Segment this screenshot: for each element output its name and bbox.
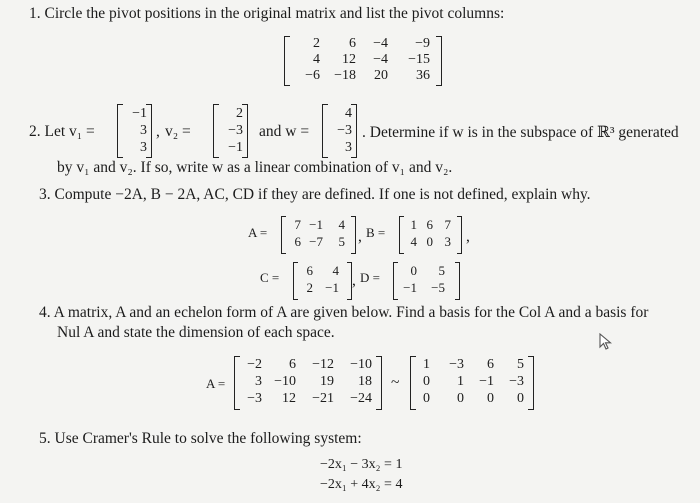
matrix-entry: −24 <box>350 391 372 406</box>
vector-entry: −1 <box>132 106 147 121</box>
v1-label: v₁ = <box>69 123 95 140</box>
question-2-start: 2. Let <box>29 123 66 140</box>
matrix-entry: 2 <box>306 280 313 295</box>
vector-entry: 3 <box>345 140 352 155</box>
matrix-entry: 6 <box>426 217 433 232</box>
matrix-entry: 4 <box>313 52 320 67</box>
question-2-line-2: by v₁ and v₂. If so, write w as a linear combination of v₁ and v₂. <box>57 159 453 176</box>
right-bracket <box>457 216 462 254</box>
matrix-entry: −12 <box>312 357 334 372</box>
matrix-entry: 7 <box>444 217 451 232</box>
vector-entry: −3 <box>337 123 352 138</box>
matrix-entry: 4 <box>410 234 417 249</box>
question-1-text: 1. Circle the pivot positions in the original matrix and list the pivot columns: <box>29 5 505 22</box>
equation-1: −2x₁ − 3x₂ = 1 <box>320 457 403 472</box>
matrix-entry: −10 <box>350 357 372 372</box>
question-4-line-2: Nul A and state the dimension of each space. <box>57 324 335 341</box>
matrix-entry: 4 <box>332 263 339 278</box>
matrix-entry: 0 <box>410 263 417 278</box>
matrix-entry: 12 <box>282 391 296 406</box>
matrix-entry: 0 <box>423 374 430 389</box>
vector-entry: −3 <box>228 123 243 138</box>
matrix-entry: 5 <box>438 263 445 278</box>
matrix-entry: 7 <box>294 217 301 232</box>
question-3-text: 3. Compute −2A, B − 2A, AC, CD if they are defined. If one is not defined, explain why. <box>39 186 591 203</box>
left-bracket <box>284 36 290 86</box>
matrix-entry: 0 <box>517 391 524 406</box>
matrix-entry: 1 <box>457 374 464 389</box>
matrix-entry: −15 <box>408 52 430 67</box>
right-bracket <box>376 356 382 410</box>
vector-entry: 3 <box>140 140 147 155</box>
matrix-entry: −9 <box>415 36 430 51</box>
matrix-entry: −1 <box>309 217 323 232</box>
matrix-entry: 2 <box>313 36 320 51</box>
matrix-entry: −4 <box>373 52 388 67</box>
right-bracket <box>436 36 442 86</box>
question-2-continuation: . Determine if w is in the subspace of ℝ³ generated <box>362 124 679 141</box>
right-bracket <box>351 216 356 254</box>
matrix-entry: 6 <box>349 36 356 51</box>
matrix-entry: 0 <box>457 391 464 406</box>
matrix-entry: −1 <box>479 374 494 389</box>
matrix-entry: 3 <box>444 234 451 249</box>
matrix-entry: −3 <box>449 357 464 372</box>
matrix-b <box>399 216 469 254</box>
matrix-entry: 36 <box>416 68 430 83</box>
comma: , <box>358 228 362 245</box>
matrix-entry: −4 <box>373 36 388 51</box>
matrix-entry: 19 <box>320 374 334 389</box>
matrix-entry: −10 <box>274 374 296 389</box>
matrix-entry: −2 <box>247 357 262 372</box>
matrix-entry: 4 <box>338 217 345 232</box>
matrix-entry: 3 <box>255 374 262 389</box>
matrix-entry: −5 <box>431 280 445 295</box>
right-bracket <box>455 262 460 300</box>
matrix-b-label: B = <box>366 225 386 240</box>
matrix-entry: −18 <box>334 68 356 83</box>
and-w-label: and w = <box>259 123 310 140</box>
vector-entry: 2 <box>236 106 243 121</box>
row-equivalent-tilde: ~ <box>391 374 400 391</box>
matrix-entry: −3 <box>509 374 524 389</box>
q4-echelon-matrix <box>410 356 540 410</box>
right-bracket <box>528 356 534 410</box>
matrix-entry: 6 <box>487 357 494 372</box>
matrix-entry: −3 <box>247 391 262 406</box>
matrix-a-label: A = <box>248 225 268 240</box>
matrix-a-label: A = <box>206 376 226 391</box>
question-4-line-1: 4. A matrix, A and an echelon form of A are given below. Find a basis for the Col A and a basis for <box>39 304 649 321</box>
v2-vector <box>213 104 253 158</box>
vector-entry: 4 <box>345 106 352 121</box>
vector-entry: −1 <box>228 140 243 155</box>
matrix-entry: 0 <box>487 391 494 406</box>
q4-matrix-a <box>234 356 384 410</box>
matrix-entry: 1 <box>423 357 430 372</box>
comma: , <box>466 228 470 245</box>
question-5-text: 5. Use Cramer's Rule to solve the following system: <box>39 430 362 447</box>
matrix-entry: 0 <box>426 234 433 249</box>
vector-entry: 3 <box>140 123 147 138</box>
matrix-entry: 6 <box>294 234 301 249</box>
matrix-entry: 18 <box>358 374 372 389</box>
matrix-entry: −1 <box>403 280 417 295</box>
matrix-entry: −1 <box>325 280 339 295</box>
v1-vector <box>117 104 157 158</box>
matrix-entry: −7 <box>309 234 323 249</box>
matrix-entry: 6 <box>306 263 313 278</box>
v2-label: v₂ = <box>165 123 191 140</box>
matrix-entry: 12 <box>342 52 356 67</box>
matrix-entry: −6 <box>305 68 320 83</box>
q1-matrix <box>284 36 444 86</box>
matrix-entry: 0 <box>423 391 430 406</box>
matrix-entry: 6 <box>289 357 296 372</box>
matrix-entry: 5 <box>517 357 524 372</box>
matrix-entry: 20 <box>374 68 388 83</box>
matrix-d <box>393 262 465 300</box>
comma: , <box>156 123 160 140</box>
mouse-cursor-icon <box>598 333 614 356</box>
matrix-a <box>281 216 361 254</box>
w-vector <box>322 104 362 158</box>
matrix-c <box>293 262 355 300</box>
matrix-entry: −21 <box>312 391 334 406</box>
matrix-entry: 1 <box>410 217 417 232</box>
comma: , <box>352 272 356 289</box>
equation-2: −2x₁ + 4x₂ = 4 <box>320 477 403 492</box>
matrix-entry: 5 <box>338 234 345 249</box>
matrix-d-label: D = <box>360 270 380 285</box>
matrix-c-label: C = <box>260 270 280 285</box>
